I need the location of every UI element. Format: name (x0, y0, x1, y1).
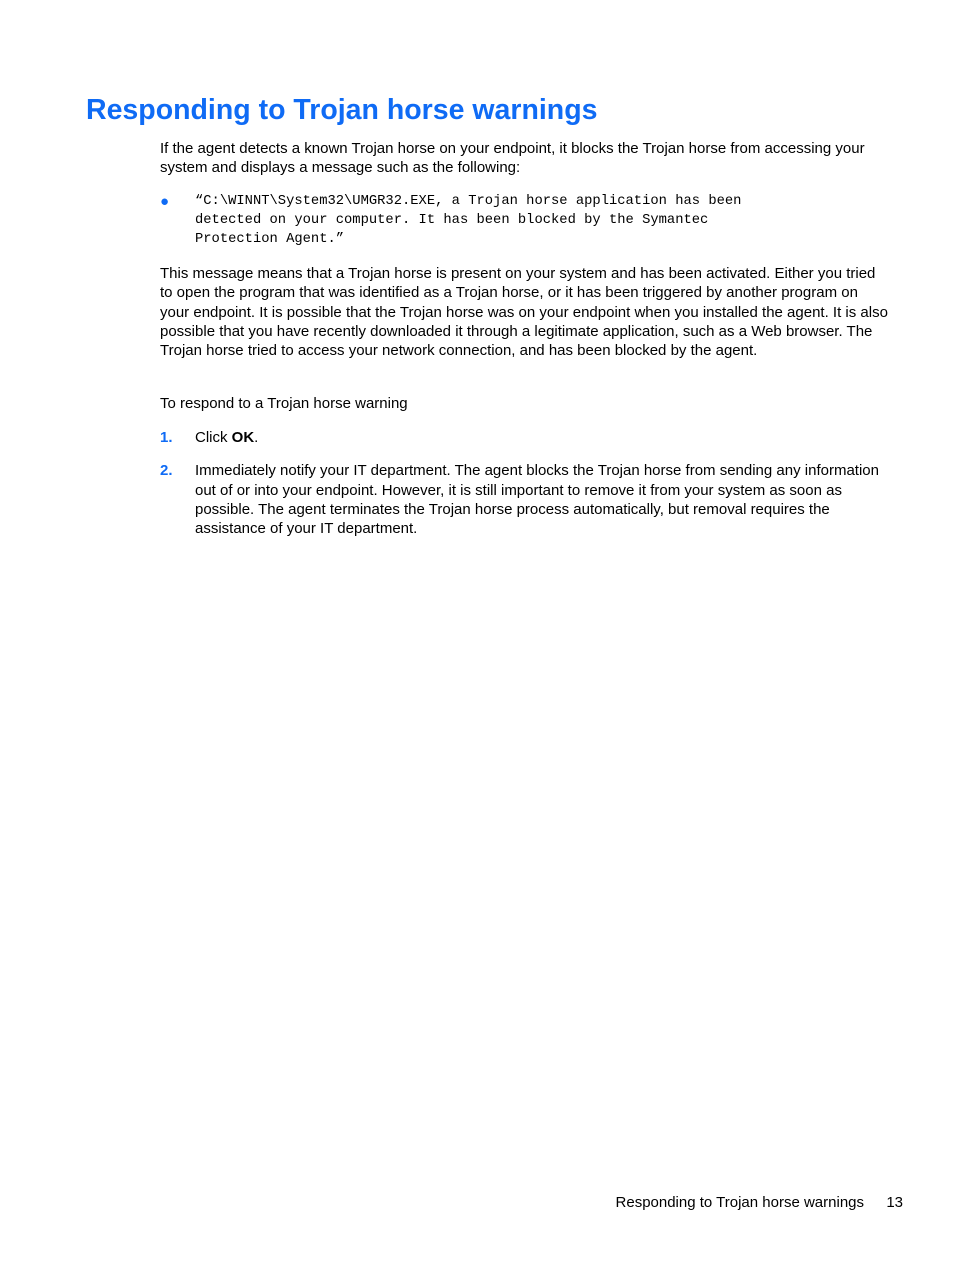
list-item (160, 192, 890, 249)
step-item (160, 461, 890, 538)
footer-section-title: Responding to Trojan horse warnings (615, 1194, 864, 1211)
explanation-paragraph: This message means that a Trojan horse is present on your system and has been activated. Either you tried to open the program that was identified as a Trojan horse, or it has been triggered by another program on your endpoint. It is possible that the Trojan horse was on your endpoint when you installed the agent. It is also possible that you have recently downloaded it through a legitimate application, such as a Web browser. The Trojan horse tried to access your network connection, and has been blocked by the agent. (160, 265, 888, 360)
step-text-suffix: . (254, 429, 259, 446)
intro-paragraph: If the agent detects a known Trojan horse on your endpoint, it blocks the Trojan horse from accessing your system and displays a message such as the following: (160, 140, 865, 177)
step-text: Immediately notify your IT department. The agent blocks the Trojan horse from sending any information out of or into your endpoint. However, it is still important to remove it from your system as soon as possible. The agent terminates the Trojan horse process automatically, but removal requires the assistance of your IT department. (195, 462, 879, 538)
page-number: 13 (886, 1194, 903, 1211)
step-text-prefix: Click (195, 429, 232, 446)
step-number: 1. (160, 429, 173, 446)
step-number: 2. (160, 462, 173, 480)
message-bullet-list (160, 192, 890, 249)
procedure-heading: To respond to a Trojan horse warning (160, 395, 408, 412)
steps-list (160, 428, 890, 552)
ok-button-label: OK (231, 429, 255, 446)
step-item (160, 428, 890, 447)
bullet-marker-icon: ● (160, 193, 170, 210)
warning-message-text: “C:\WINNT\System32\UMGR32.EXE, a Trojan horse application has been detected on your computer. It has been blocked by the Symantec Protection Agent.” (195, 194, 742, 247)
page-title: Responding to Trojan horse warnings (86, 94, 598, 126)
